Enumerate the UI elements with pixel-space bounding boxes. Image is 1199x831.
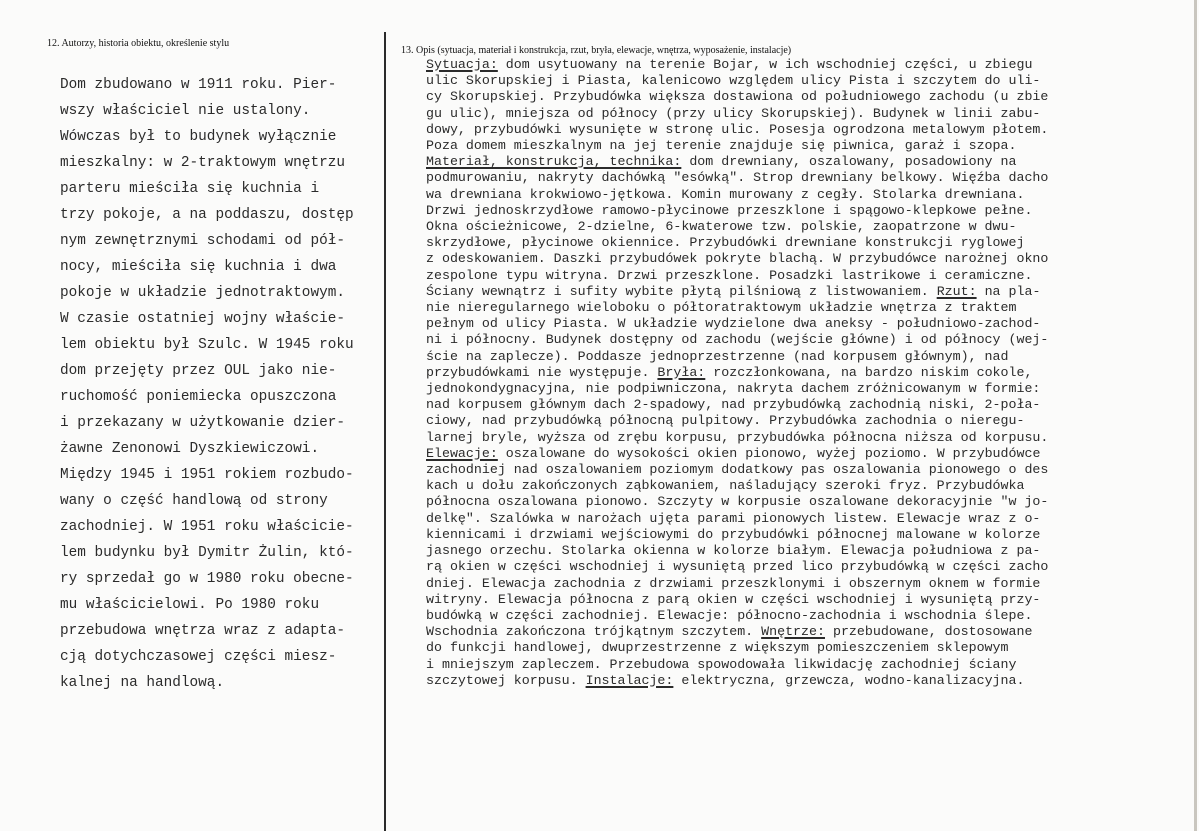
history-line: nym zewnętrznymi schodami od pół- <box>60 233 345 249</box>
line-text: Wschodnia zakończona trójkątnym szczytem. <box>426 624 762 640</box>
history-line: parteru mieściła się kuchnia i <box>60 181 320 197</box>
line-text: Drzwi jednoskrzydłowe ramowo-płycinowe przeszklone i spągowo-klepkowe pełne. <box>426 202 1033 218</box>
line-text: ście na zaplecze). Poddasze jednoprzestrzenne (nad korpusem głównym), nad <box>426 348 1009 364</box>
history-line: pokoje w układzie jednotraktowym. <box>60 285 345 301</box>
section-label: Materiał, konstrukcja, technika: <box>426 154 682 170</box>
page-edge <box>1194 0 1197 831</box>
history-line: zachodniej. W 1951 roku właściciе- <box>60 519 354 535</box>
description-line <box>426 576 1048 592</box>
description-line <box>426 251 1048 267</box>
description-line <box>426 381 1048 397</box>
line-text: z odeskowaniem. Daszki przybudówek pokryte blachą. W przybudówce narożnej okno <box>426 251 1049 267</box>
line-text: pełnym od ulicy Piasta. W układzie wydzielone dwa aneksy - południowo-zachod- <box>426 316 1041 332</box>
line-text: jednokondygnacyjna, nie podpiwniczona, nakryta dachem zróżnicowanym w formie: <box>426 381 1041 397</box>
description-line <box>426 284 1048 300</box>
history-line: W czasie ostatniej wojny właście- <box>60 311 345 327</box>
history-line: Dom zbudowano w 1911 roku. Pier- <box>60 77 337 93</box>
description-line <box>426 494 1048 510</box>
description-line <box>426 559 1048 575</box>
description-text <box>426 57 1048 689</box>
description-line <box>426 316 1048 332</box>
line-text: na pla- <box>976 283 1041 299</box>
description-line <box>426 122 1048 138</box>
section-label: Instalacje: <box>585 672 674 688</box>
description-line <box>426 187 1048 203</box>
line-text: jasnego orzechu. Stolarka okienna w kolorze białym. Elewacja południowa z pa- <box>426 543 1041 559</box>
line-text: wa drewniana krokwiowo-jętkowa. Komin murowany z cegły. Stolarka drewniana. <box>426 186 1025 202</box>
description-line <box>426 219 1048 235</box>
history-line: ruchomość poniemiecka opuszczona <box>60 389 337 405</box>
history-line: Między 1945 i 1951 rokiem rozbudo- <box>60 467 354 483</box>
history-line: cją dotychczasowej części miesz- <box>60 649 337 665</box>
description-line <box>426 300 1048 316</box>
section-label: Rzut: <box>936 283 977 299</box>
description-line <box>426 106 1048 122</box>
description-line <box>426 349 1048 365</box>
line-text: i mniejszym zapleczem. Przebudowa spowodowała likwidację zachodniej ściany <box>426 656 1017 672</box>
line-text: skrzydłowe, płycinowe okiennice. Przybudówki drewniane konstrukcji ryglowej <box>426 235 1025 251</box>
line-text: Poza domem mieszkalnym na jej terenie znajduje się piwnica, garaż i szopa. <box>426 138 1017 154</box>
history-line: mieszkalny: w 2-traktowym wnętrzu <box>60 155 345 171</box>
line-text: larnej bryle, wyższa od zrębu korpusu, przybudówka północna niższa od korpusu. <box>426 429 1049 445</box>
line-text: budówką w części zachodniej. Elewacje: północno-zachodnia i wschodnia ślepe. <box>426 607 1033 623</box>
history-text <box>60 72 354 696</box>
line-text: rozczłonkowana, na bardzo niskim cokole, <box>705 364 1033 380</box>
section-label: Bryła: <box>657 364 706 380</box>
history-line: kalnej na handlową. <box>60 675 225 691</box>
line-text: ciowy, nad przybudówką północną pulpitowy. Przybudówka zachodnia o nieregu- <box>426 413 1025 429</box>
history-line: lem budynku był Dymitr Żulin, któ- <box>60 545 354 561</box>
description-line <box>426 365 1048 381</box>
line-text: zachodniej nad oszalowaniem poziomym dodatkowy pas oszalowania pionowego o des <box>426 462 1049 478</box>
line-text: nie nieregularnego wieloboku o półtoratraktowym układzie wnętrza z traktem <box>426 300 1017 316</box>
description-line <box>426 397 1048 413</box>
history-line: Wówczas był to budynek wyłącznie <box>60 129 337 145</box>
description-line <box>426 413 1048 429</box>
description-line <box>426 608 1048 624</box>
section-13-header: 13. Opis (sytuacja, materiał i konstrukcja, rzut, bryła, elewacje, wnętrza, wyposażenie, instalacje) <box>401 45 792 56</box>
description-line <box>426 203 1048 219</box>
line-text: szczytowej korpusu. <box>426 672 586 688</box>
line-text: dom drewniany, oszalowany, posadowiony na <box>681 154 1017 170</box>
history-line: przebudowa wnętrza wraz z adapta- <box>60 623 345 639</box>
section-label: Wnętrze: <box>761 624 825 640</box>
line-text: podmurowaniu, nakryty dachówką "esówką". Strop drewniany belkowy. Więźba dacho <box>426 170 1049 186</box>
line-text: ulic Skorupskiej i Piasta, kalenicowo względem ulicy Pista i szczytem do uli- <box>426 73 1041 89</box>
line-text: nad korpusem głównym dach 2-spadowy, nad przybudówką zachodnią niski, 2-poła- <box>426 397 1041 413</box>
history-line: wszy właściciel nie ustalony. <box>60 103 311 119</box>
description-line <box>426 657 1048 673</box>
description-line <box>426 478 1048 494</box>
section-label: Elewacje: <box>426 445 498 461</box>
line-text: cy Skorupskiej. Przybudówka większa dostawiona od południowego zachodu (u zbie <box>426 89 1049 105</box>
line-text: dniej. Elewacja zachodnia z drzwiami przeszklonymi i obszernym oknem w formie <box>426 575 1041 591</box>
section-label: Sytuacja: <box>426 57 498 72</box>
section-12-header: 12. Autorzy, historia obiektu, określenie stylu <box>47 38 230 49</box>
description-line <box>426 332 1048 348</box>
description-line <box>426 543 1048 559</box>
line-text: zespolone typu witryna. Drzwi przeszklone. Posadzki lastrikowe i ceramiczne. <box>426 267 1033 283</box>
history-line: i przekazany w użytkowanie dzier- <box>60 415 345 431</box>
line-text: północna oszalowana pionowo. Szczyty w korpusie oszalowane dekoracyjnie "w jo- <box>426 494 1049 510</box>
description-line <box>426 592 1048 608</box>
history-line: mu właścicielowi. Po 1980 roku <box>60 597 320 613</box>
line-text: przybudówkami nie występuje. <box>426 364 658 380</box>
line-text: kach u dołu zakończonych ząbkowaniem, naśladujący szeroki fryz. Przybudówka <box>426 478 1025 494</box>
description-line <box>426 73 1048 89</box>
description-line <box>426 624 1048 640</box>
description-line <box>426 57 1048 73</box>
history-line: nocy, mieściła się kuchnia i dwa <box>60 259 337 275</box>
line-text: gu ulic), mniejsza od północy (przy ulicy Skorupskiej). Budynek w linii zabu- <box>426 105 1041 121</box>
line-text: Okna ościeżnicowe, 2-dzielne, 6-kwaterowe tzw. polskie, zaopatrzone w dwu- <box>426 219 1017 235</box>
description-line <box>426 235 1048 251</box>
line-text: kiennicami i drzwiami wejściowymi do przybudówki północnej malowane w kolorze <box>426 526 1041 542</box>
history-line: dom przejęty przez OUL jako nie- <box>60 363 337 379</box>
line-text: przebudowane, dostosowane <box>824 624 1033 640</box>
description-line <box>426 640 1048 656</box>
description-line <box>426 527 1048 543</box>
description-line <box>426 138 1048 154</box>
column-divider <box>384 32 386 831</box>
description-line <box>426 89 1048 105</box>
description-line <box>426 170 1048 186</box>
line-text: dom usytuowany na terenie Bojar, w ich wschodniej części, u zbiegu <box>497 57 1033 72</box>
description-line <box>426 268 1048 284</box>
description-line <box>426 673 1048 689</box>
history-line: lem obiektu był Szulc. W 1945 roku <box>60 337 354 353</box>
description-line <box>426 462 1048 478</box>
line-text: dowy, przybudówki wysunięte w stronę ulic. Posesja ogrodzona metalowym płotem. <box>426 121 1049 137</box>
history-line: trzy pokoje, a na poddaszu, dostęp <box>60 207 354 223</box>
line-text: ni i północny. Budynek dostępny od zachodu (wejście główne) i od północy (wej- <box>426 332 1049 348</box>
history-line: żawne Zenonowi Dyszkiewiczowi. <box>60 441 320 457</box>
line-text: oszalowane do wysokości okien pionowo, wyżej poziomo. W przybudówce <box>497 445 1041 461</box>
history-line: wany o część handlową od strony <box>60 493 328 509</box>
description-line <box>426 511 1048 527</box>
line-text: rą okien w części wschodniej i wysuniętą przed lico przybudówką w części zacho <box>426 559 1049 575</box>
line-text: Ściany wewnątrz i sufity wybite płytą pilśniową z listwowaniem. <box>426 283 937 299</box>
description-line <box>426 430 1048 446</box>
description-line <box>426 446 1048 462</box>
line-text: witryny. Elewacja północna z parą okien w części wschodniej i wysuniętą przy- <box>426 591 1041 607</box>
description-line <box>426 154 1048 170</box>
line-text: delkę". Szalówka w narożach ujęta parami pionowych listew. Elewacje wraz z o- <box>426 510 1041 526</box>
line-text: do funkcji handlowej, dwuprzestrzenne z większym pomieszczeniem sklepowym <box>426 640 1009 656</box>
line-text: elektryczna, grzewcza, wodno-kanalizacyjna. <box>673 672 1025 688</box>
history-line: ry sprzedał go w 1980 roku obecne- <box>60 571 354 587</box>
